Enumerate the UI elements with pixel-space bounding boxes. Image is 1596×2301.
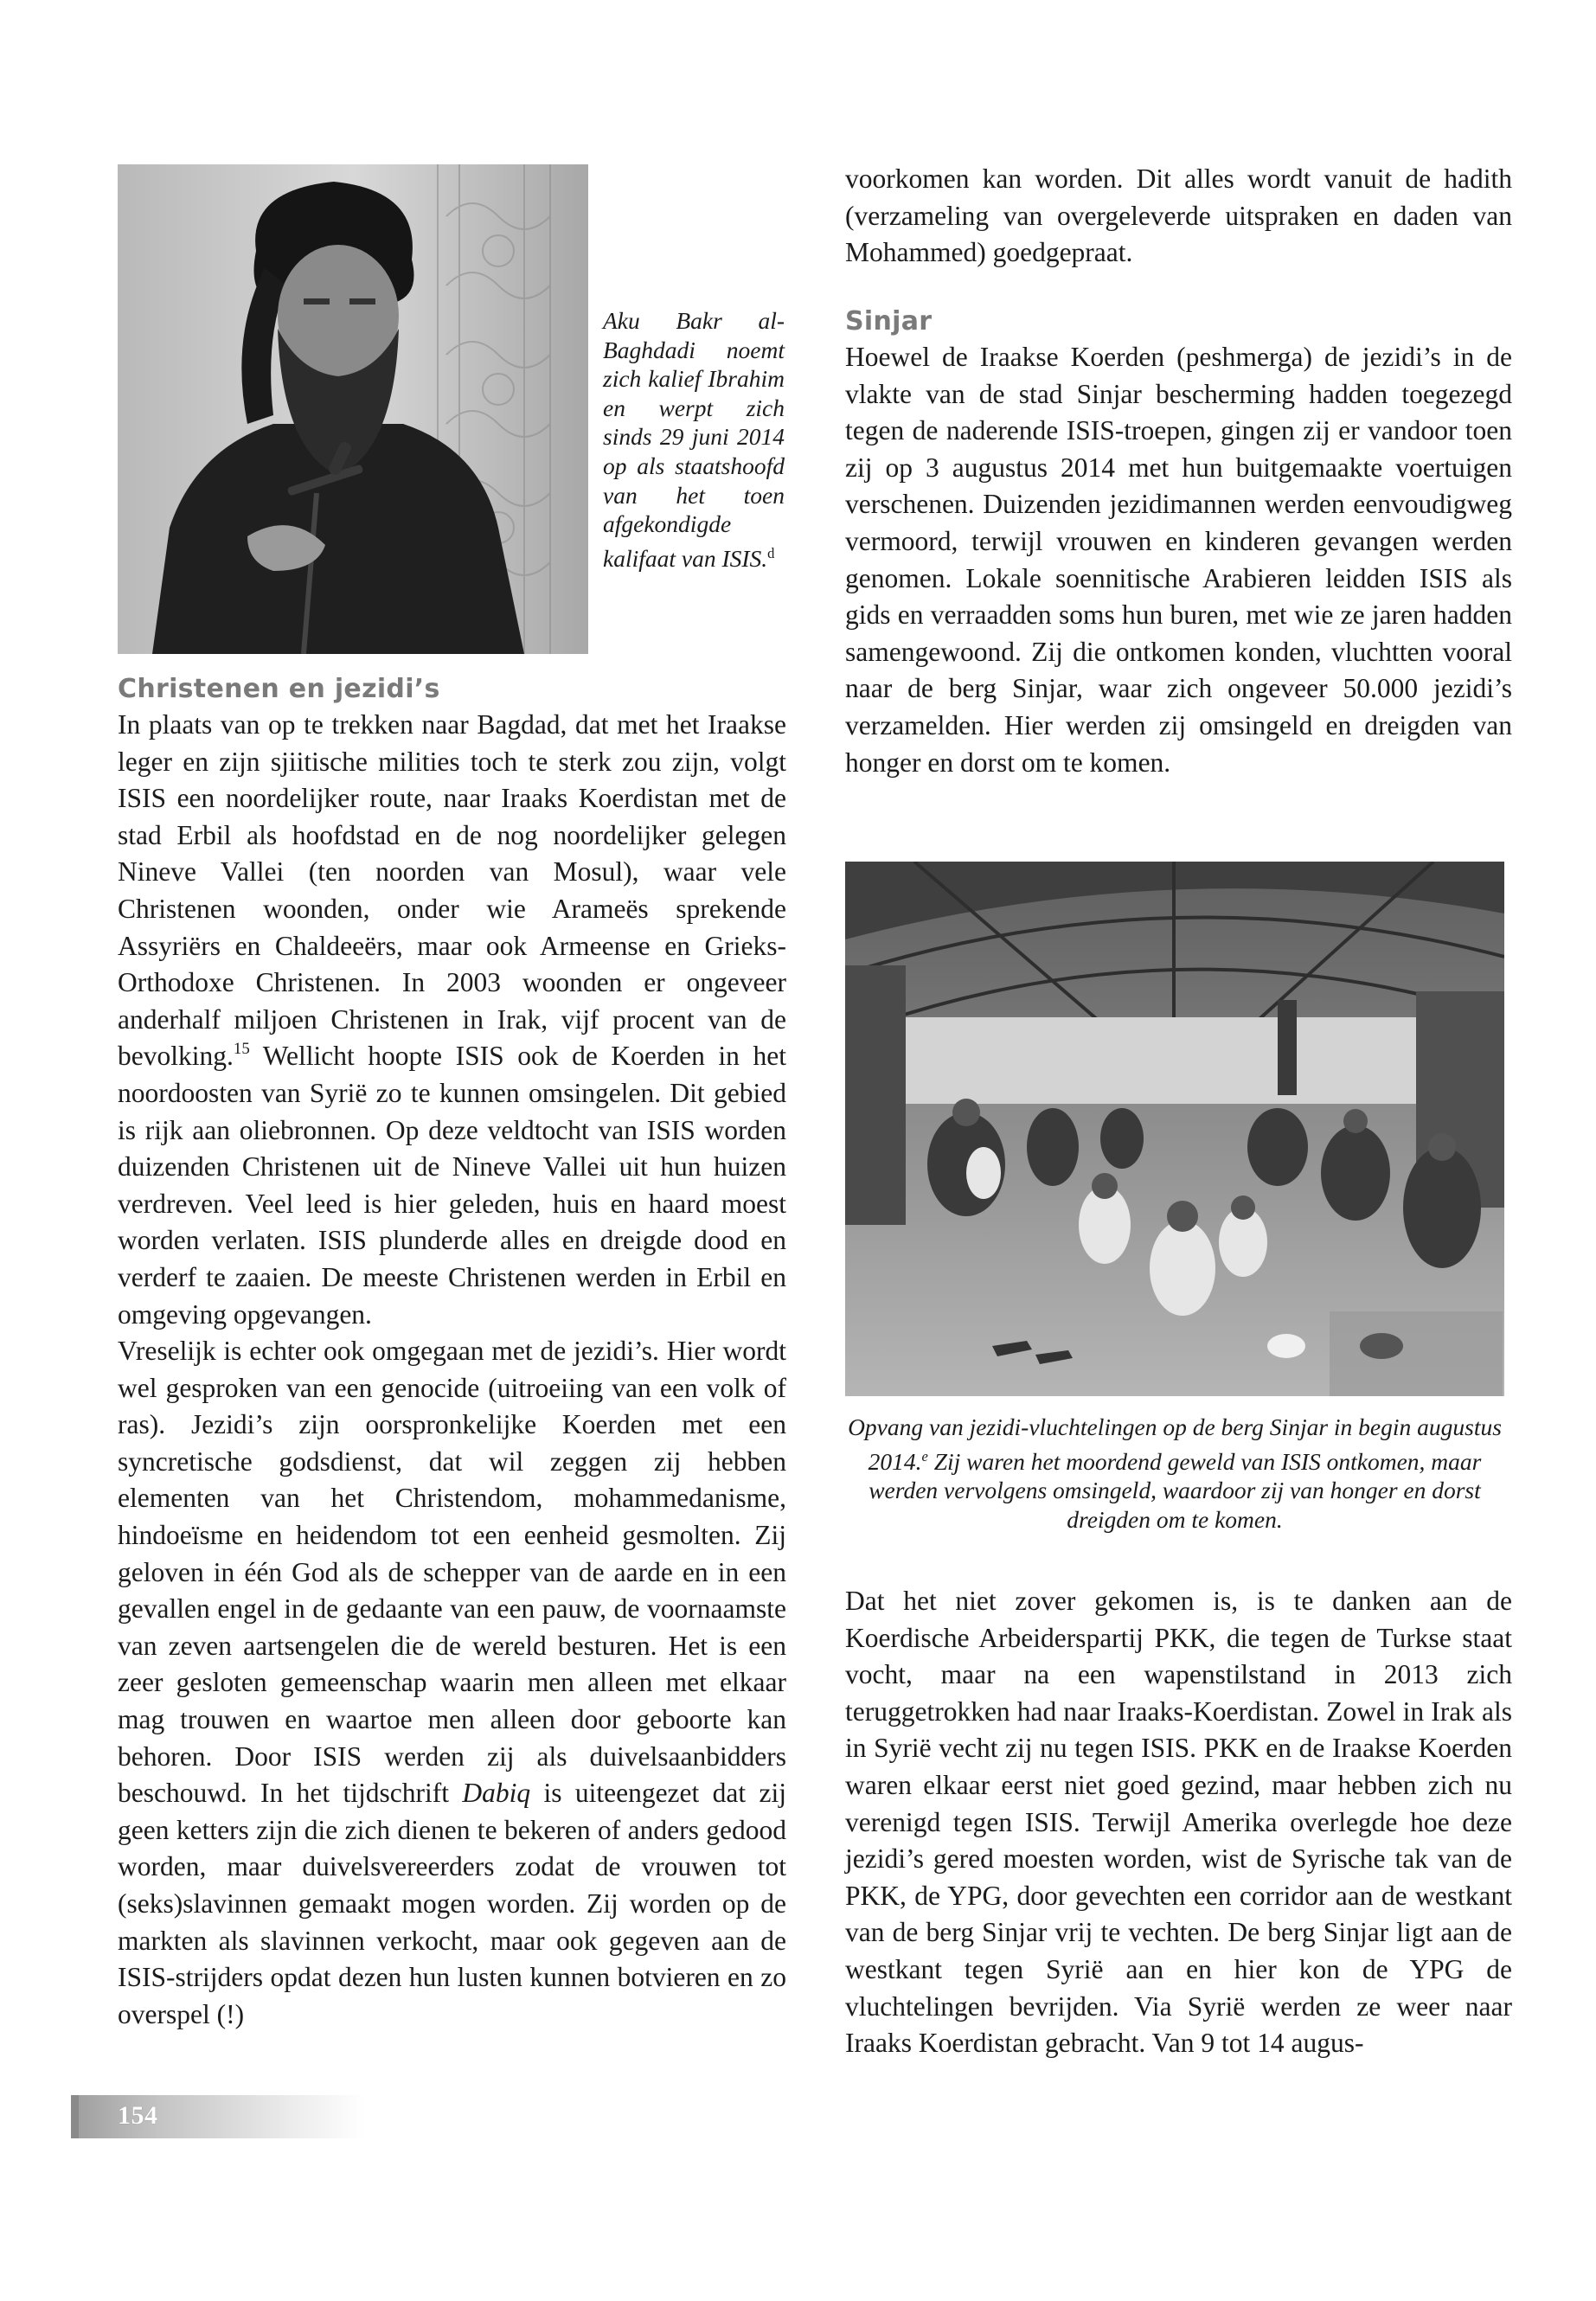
pkk-paragraph: Dat het niet zover gekomen is, is te danken aan de Koerdische Arbeiderspartij PKK, die tegen de Turkse staat vocht, maar na een wapenstilstand in 2013 zich teruggetrokken had naar Iraaks-Koerdistan. Zowel in Irak als in Syrië vecht zij nu tegen ISIS. PKK en de Iraakse Koerden waren elkaar eerst niet goed gezind, maar hebben zich nu verenigd tegen ISIS. Terwijl Amerika overlegde hoe deze jezidi’s gered moesten worden, wist de Syrische tak van de PKK, de YPG, door gevechten een corridor aan de westkant van de berg Sinjar vrij te vechten. De berg Sinjar ligt aan de westkant tegen Syrië aan en hier kon de YPG de vluchtelingen bevrijden. Via Syrië werden ze weer naar Iraaks Koerdistan gebracht. Van 9 tot 14 augus- [845,1586,1512,2059]
portrait-caption-footnote: d [767,544,775,561]
magazine-title-dabiq: Dabiq [462,1778,531,1809]
page-number: 154 [118,2101,158,2130]
camp-caption-part-b: Zij waren het moordend geweld van ISIS ontkomen, maar werden vervolgens omsingeld, waardoor zij van honger en dorst dreigden om te komen. [869,1447,1482,1533]
sinjar-paragraph: Hoewel de Iraakse Koerden (peshmerga) de jezidi’s in de vlakte van de stad Sinjar bescherming hadden toegezegd tegen de naderende ISIS-troepen, gingen zij er vandoor toen zij op 3 augustus 2014 met hun buitgemaakte voertuigen verschenen. Duizenden jezidimannen werden eenvoudigweg vermoord, terwijl vrouwen en kinderen gevangen werden genomen. Lokale soennitische Arabieren leidden ISIS als gids en verraadden soms hun buren, met wie ze jaren hadden samengewoond. Zij die ontkomen konden, vluchtten vooral naar de berg Sinjar, waar zich ongeveer 50.000 jezidi’s verzamelden. Hier werden zij omsingeld en dreigden van honger en dorst om te komen. [845,342,1512,778]
portrait-photo-illustration [118,164,588,654]
portrait-photo [118,164,588,654]
footnote-15: 15 [233,1039,250,1058]
camp-caption-footnote: e [921,1447,928,1465]
right-column-bottom [845,1583,1512,2062]
continued-paragraph: voorkomen kan worden. Dit alles wordt vanuit de hadith (verzameling van overgeleverde uitspraken en daden van Mohammed) goedgepraat. [845,163,1512,268]
portrait-caption [603,306,785,574]
left-paragraph-1-part-a: In plaats van op te trekken naar Bagdad, dat met het Iraakse leger en zijn sjiitische milities toch te sterk zou zijn, volgt ISIS een noordelijker route, naar Iraaks Koerdistan met de stad Erbil als hoofdstad en de nog noordelijker gelegen Nineve Vallei (ten noorden van Mosul), waar vele Christenen woonden, onder wie Arameës sprekende Assyriërs en Chaldeeërs, maar ook Armeense en Grieks-Orthodoxe Christenen. In 2003 woonden er ongeveer anderhalf miljoen Christenen in Irak, vijf procent van de bevolking. [118,709,786,1072]
refugee-camp-caption [845,1413,1504,1535]
section-heading-christians-yazidis: Christenen en jezidi’s [118,674,440,704]
left-paragraph-1 [118,707,786,1333]
refugee-camp-photo-illustration [845,862,1504,1396]
portrait-caption-text: Aku Bakr al-Baghdadi noemt zich kalief Ibrahim en werpt zich sinds 29 juni 2014 op als staatshoofd van het toen afgekondigde kalifaat van ISIS. [603,307,785,572]
left-paragraph-1-part-b: Wellicht hoopte ISIS ook de Koerden in het noordoosten van Syrië zo te kunnen omsingelen. Dit gebied is rijk aan oliebronnen. Op deze veldtocht van ISIS worden duizenden Christenen uit de Nineve Vallei uit hun huizen verdreven. Veel leed is hier geleden, huis en haard moest worden verlaten. ISIS plunderde alles en dreigde dood en verderf te zaaien. De meeste Christenen werden in Erbil en omgeving opgevangen. [118,1041,786,1330]
refugee-camp-photo [845,862,1504,1396]
camp-caption-part-a: Opvang van jezidi-vluchtelingen op de berg Sinjar in begin augustus 2014. [848,1413,1502,1475]
left-paragraph-2-part-b: is uiteengezet dat zij geen ketters zijn die zich dienen te bekeren of anders gedood worden, maar duivelsvereerders zodat de vrouwen tot (seks)slavinnen gemaakt mogen worden. Zij worden op de markten als slavinnen verkocht, maar ook gegeven aan de ISIS-strijders opdat dezen hun lusten kunnen botvieren en zo overspel (!) [118,1778,786,2029]
left-paragraph-2 [118,1333,786,2033]
sinjar-section [845,304,1512,781]
right-column-top [845,161,1512,272]
section-heading-sinjar: Sinjar [845,306,933,336]
left-paragraph-2-part-a: Vreselijk is echter ook omgegaan met de jezidi’s. Hier wordt wel gesproken van een genocide (uitroeiing van een volk of ras). Jezidi’s zijn oorspronkelijke Koerden met een syncretische godsdienst, dat wil zeggen zij hebben elementen van het Christendom, mohammedanisme, hindoeïsme en heidendom tot een eenheid gesmolten. Zij geloven in één God als de schepper van de aarde en in een gevallen engel in de gedaante van een pauw, de voornaamste van zeven aartsengelen die de wereld besturen. Het is een zeer gesloten gemeenschap waarin men alleen met elkaar mag trouwen en waartoe men alleen door geboorte kan behoren. Door ISIS werden zij als duivelsaanbidders beschouwd. In het tijdschrift [118,1336,786,1809]
page-number-bar [71,2095,365,2138]
left-column [118,672,786,2033]
